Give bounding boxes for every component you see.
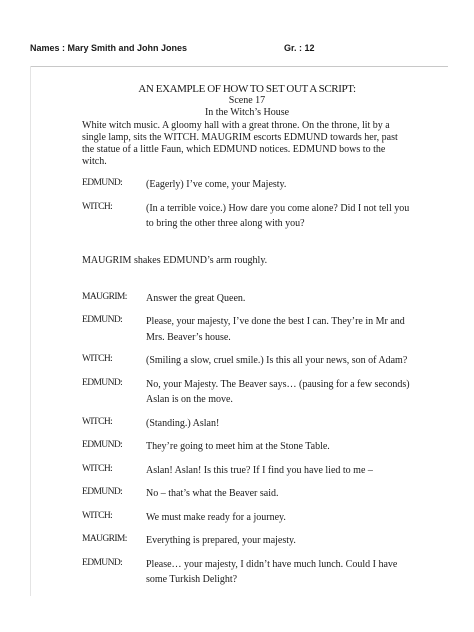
speaker-name: MAUGRIM: <box>82 291 127 302</box>
speech-text: We must make ready for a journey. <box>146 511 286 523</box>
speaker-name: EDMUND: <box>82 178 123 188</box>
scene-number: Scene 17 <box>228 95 266 106</box>
script-body <box>82 83 412 593</box>
speech-text: Answer the great Queen. <box>146 292 246 304</box>
dialogue-line <box>82 510 412 526</box>
header-rule <box>30 66 448 67</box>
speaker-name: WITCH: <box>82 416 113 427</box>
speech-text: Everything is prepared, your majesty. <box>146 535 296 546</box>
dialogue-line <box>82 377 412 408</box>
speech-text: They’re going to meet him at the Stone Table. <box>146 441 330 452</box>
speaker-name: WITCH: <box>82 510 113 521</box>
stage-direction-mid: MAUGRIM shakes EDMUND’s arm roughly. <box>82 254 268 266</box>
dialogue-line <box>82 557 412 588</box>
speaker-name: WITCH: <box>82 463 113 474</box>
dialogue-line <box>82 533 412 549</box>
margin-rule <box>30 66 31 596</box>
dialogue-line <box>82 314 412 345</box>
speech-text: No – that’s what the Beaver said. <box>146 488 279 499</box>
student-names: Names : Mary Smith and John Jones <box>30 43 188 53</box>
dialogue-line <box>82 201 412 232</box>
dialogue-line <box>82 291 412 307</box>
speaker-name: WITCH: <box>82 354 113 364</box>
speaker-name: EDMUND: <box>82 557 123 568</box>
stage-direction-opening: White witch music. A gloomy hall with a great throne. On the throne, lit by a single lamp, sits the WITCH. MAUGRIM escorts EDMUND towards her, past the statue of a little Faun, which EDMUND notices. EDMUND bows to the witch. <box>82 120 398 167</box>
speech-text: (Eagerly) I’ve come, your Majesty. <box>146 179 287 190</box>
dialogue-line <box>82 416 412 432</box>
speech-text: Please… your majesty, I didn’t have much lunch. Could I have some Turkish Delight? <box>146 558 398 585</box>
speaker-name: EDMUND: <box>82 377 123 388</box>
speaker-name: WITCH: <box>82 201 113 212</box>
speaker-name: MAUGRIM: <box>82 534 127 544</box>
speech-text: (Smiling a slow, cruel smile.) Is this all your news, son of Adam? <box>146 355 408 366</box>
dialogue-line <box>82 177 412 193</box>
speech-text: (Standing.) Aslan! <box>146 417 220 429</box>
script-title: AN EXAMPLE OF HOW TO SET OUT A SCRIPT: <box>138 83 356 95</box>
speaker-name: EDMUND: <box>82 315 123 325</box>
speech-text: Please, your majesty, I’ve done the best I can. They’re in Mr and Mrs. Beaver’s house. <box>146 316 405 343</box>
speech-text: (In a terrible voice.) How dare you come alone? Did I not tell you to bring the other three along with you? <box>146 202 410 229</box>
speaker-name: EDMUND: <box>82 440 123 450</box>
dialogue-line <box>82 439 412 455</box>
scene-location: In the Witch’s House <box>204 107 290 118</box>
dialogue-line <box>82 486 412 502</box>
dialogue-line <box>82 353 412 369</box>
speaker-name: EDMUND: <box>82 487 123 497</box>
dialogue-line <box>82 463 412 479</box>
speech-text: No, your Majesty. The Beaver says… (pausing for a few seconds) Aslan is on the move. <box>146 378 410 405</box>
speech-text: Aslan! Aslan! Is this true? If I find you have lied to me – <box>146 464 373 476</box>
grade-label: Gr. : 12 <box>284 43 315 53</box>
